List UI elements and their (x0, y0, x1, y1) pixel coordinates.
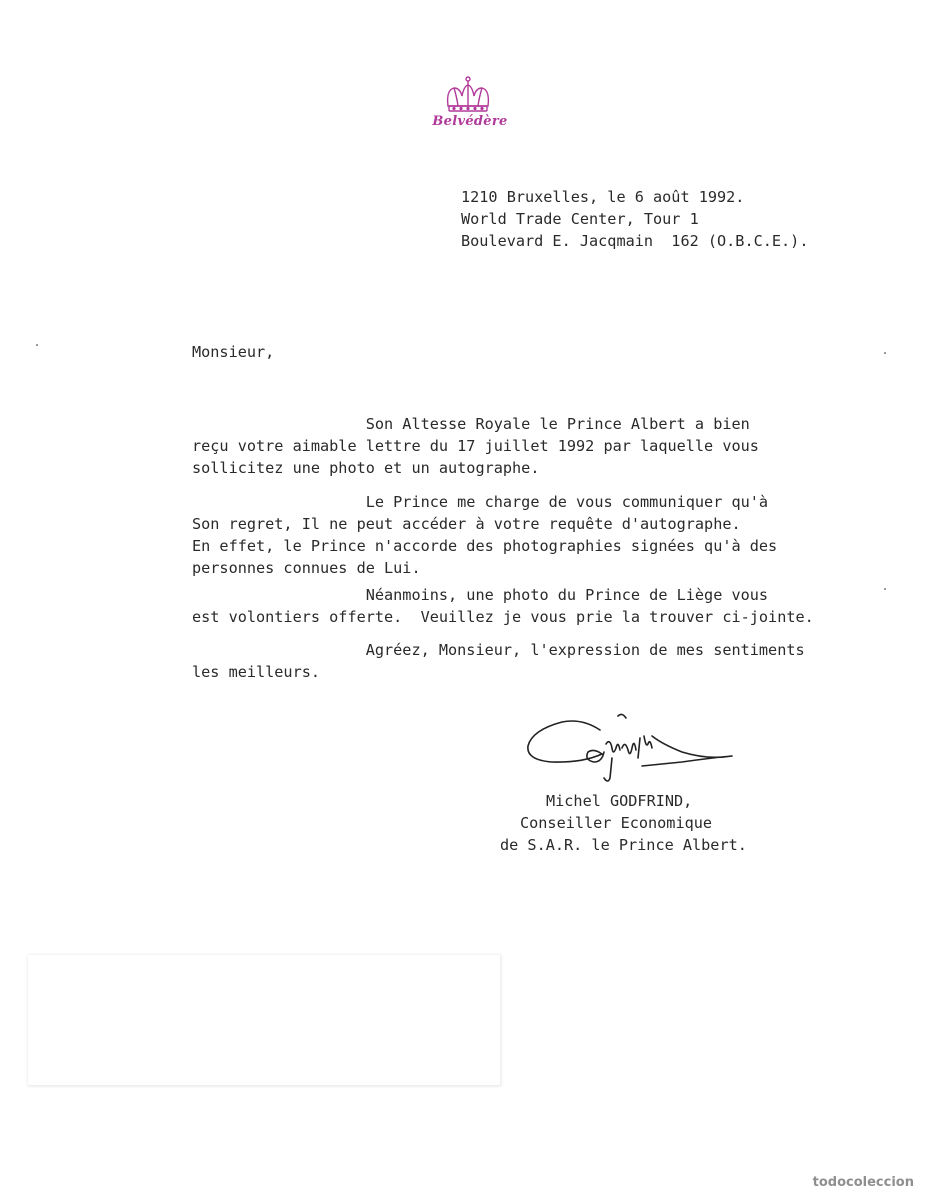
paper-speck (36, 344, 38, 346)
sender-address (461, 186, 808, 252)
letterhead-name: Belvédère (432, 114, 508, 129)
paper-speck (884, 352, 886, 354)
handwritten-signature (522, 708, 742, 788)
text-line: Son Altesse Royale le Prince Albert a bien (192, 415, 750, 433)
text-line: reçu votre aimable lettre du 17 juillet 1992 par laquelle vous (192, 437, 759, 455)
text-line: personnes connues de Lui. (192, 559, 421, 577)
address-line: 1210 Bruxelles, le 6 août 1992. (461, 188, 745, 206)
paragraph (192, 584, 814, 628)
text-line: Son regret, Il ne peut accéder à votre requête d'autographe. (192, 515, 741, 533)
text-line: Agréez, Monsieur, l'expression de mes sentiments (192, 641, 805, 659)
address-line: World Trade Center, Tour 1 (461, 210, 699, 228)
text-line: sollicitez une photo et un autographe. (192, 459, 540, 477)
signer-title: Conseiller Economique (520, 814, 713, 832)
salutation: Monsieur, (192, 343, 275, 361)
signature-block (480, 790, 780, 900)
paragraph (192, 413, 759, 479)
paragraph (192, 639, 805, 683)
signer-name: Michel GODFRIND, (546, 792, 693, 810)
address-line: Boulevard E. Jacqmain 162 (O.B.C.E.). (461, 232, 809, 250)
text-line: Néanmoins, une photo du Prince de Liège vous (192, 586, 769, 604)
signer-organization: de S.A.R. le Prince Albert. (500, 836, 747, 854)
paragraph (192, 491, 777, 579)
redaction-patch (28, 955, 501, 1086)
paper-speck (884, 588, 886, 590)
text-line: est volontiers offerte. Veuillez je vous prie la trouver ci-jointe. (192, 608, 814, 626)
text-line: En effet, le Prince n'accorde des photographies signées qu'à des (192, 537, 778, 555)
watermark: todocoleccion (812, 1175, 914, 1190)
text-line: les meilleurs. (192, 663, 321, 681)
text-line: Le Prince me charge de vous communiquer qu'à (192, 493, 769, 511)
